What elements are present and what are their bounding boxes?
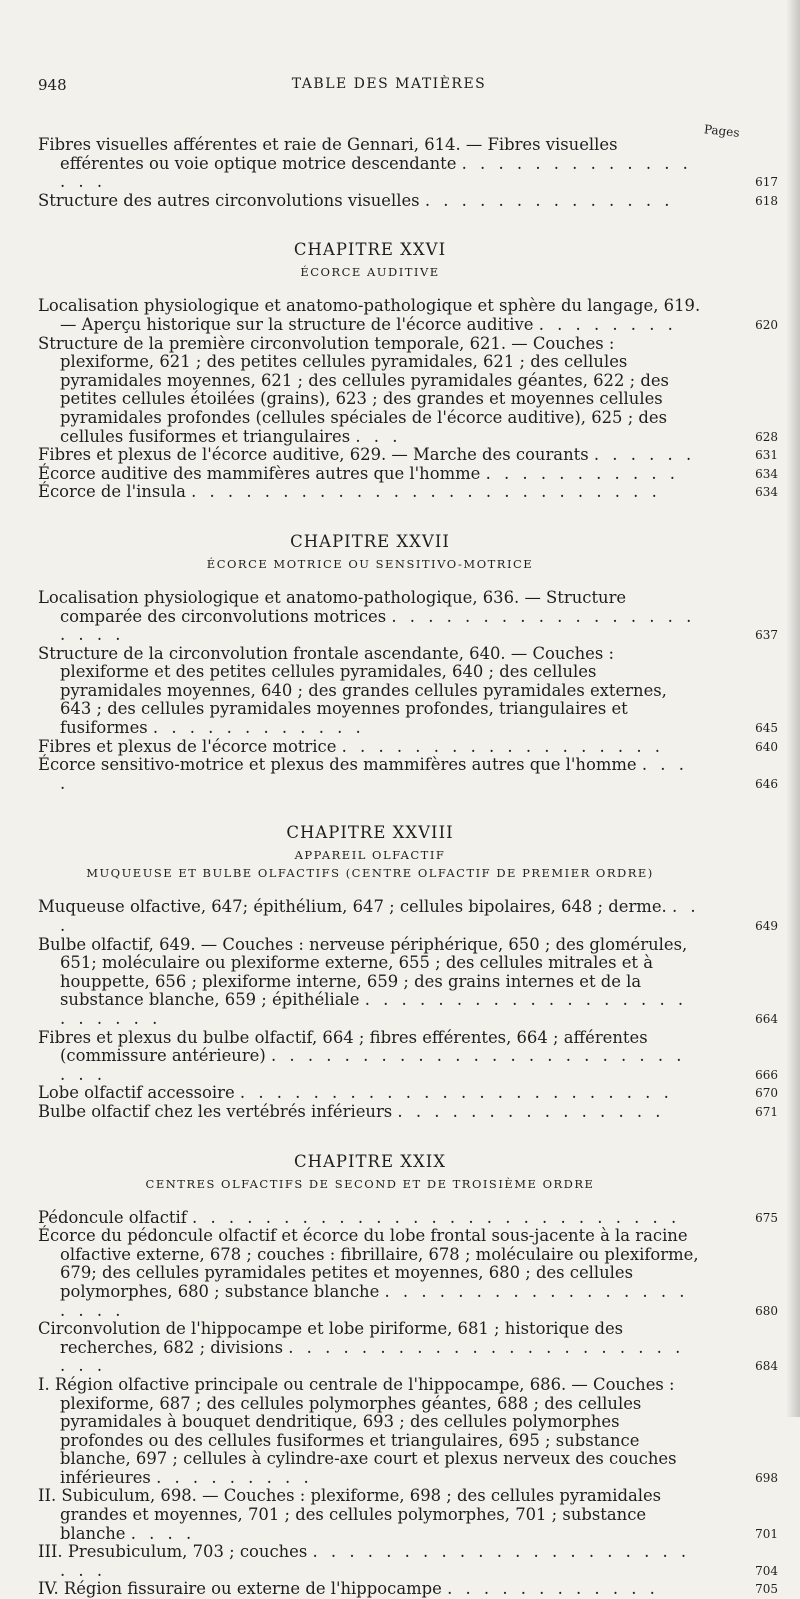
chapter-heading: CHAPITRE XXVIII: [286, 823, 454, 843]
chapter-heading: CHAPITRE XXIX: [293, 1151, 447, 1171]
chapter-section: [38, 531, 778, 794]
toc-entry: [38, 333, 778, 447]
page-reference: 680: [755, 1303, 778, 1318]
toc-entry: [38, 445, 778, 465]
entry-text: Fibres visuelles afférentes et raie de Gennari, 614. — Fibres visuelles efférentes ou voie optique motrice descendante: [38, 135, 618, 173]
dot-leader: . . . . . . . . . . . . . . . . . . . . . . . .: [60, 990, 688, 1028]
dot-leader: . . . . . . . . . . . . . . . . . . . . .: [60, 606, 696, 645]
page-reference: 671: [755, 1104, 778, 1119]
page-reference: 646: [755, 776, 778, 791]
chapter-heading: CHAPITRE XXVI: [293, 240, 447, 260]
entry-text: Bulbe olfactif, 649. — Couches : nerveuse périphérique, 650 ; des glomérules, 651; moléculaire ou plexiforme externe, 655 ; des cellules mitrales et à houppette, 656 ; plexiforme interne, 659 ; des grains internes et de la substance blanche, 659 ; épithéliale: [38, 934, 688, 1010]
dot-leader: . . . . . . . . . . . .: [447, 1579, 659, 1599]
page-reference: 640: [755, 739, 778, 754]
page-reference: 666: [755, 1067, 778, 1082]
entry-text: Circonvolution de l'hippocampe et lobe piriforme, 681 ; historique des recherches, 682 ; divisions: [38, 1319, 624, 1357]
page-reference: 670: [755, 1086, 778, 1101]
pages-column-label: Pages: [703, 122, 741, 140]
page-reference: 701: [755, 1526, 778, 1541]
dot-leader: . . . . . . . . . . . . . . . . . . . . . . . . . .: [191, 482, 661, 502]
page-reference: 705: [755, 1582, 778, 1597]
table-of-contents: [38, 135, 778, 1599]
entry-text: Fibres et plexus de l'écorce auditive, 629. — Marche des courants: [38, 445, 589, 465]
dot-leader: . . . . . . . . . . . . . . . . . . . . . . . .: [60, 1542, 691, 1580]
page-reference: 664: [755, 1012, 778, 1026]
entry-text: II. Subiculum, 698. — Couches : plexiforme, 698 ; des cellules pyramidales grandes et moyennes, 701 ; des cellules polymorphes, 701 ; substance blanche: [38, 1486, 662, 1543]
page-reference: 675: [755, 1210, 778, 1225]
page-reference: 698: [755, 1470, 778, 1485]
dot-leader: . . . . . . . . .: [156, 1467, 313, 1487]
dot-leader: . . . . . . . . . . . . . . . . . . . . . . . . .: [60, 1337, 685, 1376]
page-reference: 704: [755, 1563, 778, 1578]
chapter-subtitle: MUQUEUSE ET BULBE OLFACTIFS (CENTRE OLFACTIF DE PREMIER ORDRE): [86, 866, 654, 881]
dot-leader: . . . .: [60, 755, 688, 793]
dot-leader: . . . .: [130, 1523, 196, 1543]
chapter-section: [38, 1151, 778, 1599]
toc-entry: [38, 190, 778, 211]
toc-entry: [38, 1486, 778, 1543]
dot-leader: . . . . . .: [593, 445, 696, 465]
page-reference: 628: [755, 429, 778, 444]
dot-leader: . . . . . . . . . . . . . . .: [397, 1101, 665, 1121]
page-reference: 617: [755, 175, 778, 190]
entry-text: Structure de la première circonvolution temporale, 621. — Couches : plexiforme, 621 ; des petites cellules pyramidales, 621 ; des cellules pyramidales moyennes, 621 ; des cellules pyramidales géantes, 622 ; des petites cellules étoilées (grains), 623 ; des grandes et moyennes cellules pyramidales profondes (cellules spéciales de l'écorce auditive), 625 ; des cellules fusiformes et triangulaires: [38, 333, 669, 446]
page-reference: 645: [755, 721, 778, 736]
entry-text: Muqueuse olfactive, 647; épithélium, 647 ; cellules bipolaires, 648 ; derme.: [38, 897, 667, 917]
entry-text: Structure des autres circonvolutions visuelles: [38, 190, 420, 210]
dot-leader: . . . . . . . . . . . . . . . .: [60, 153, 692, 192]
chapter-subtitle: APPAREIL OLFACTIF: [294, 848, 446, 863]
entry-text: Lobe olfactif accessoire: [38, 1083, 235, 1103]
toc-entry: [38, 463, 778, 484]
toc-entry: [38, 736, 778, 757]
entry-text: Écorce de l'insula: [38, 482, 186, 502]
entry-text: IV. Région fissuraire ou externe de l'hippocampe: [38, 1579, 442, 1599]
dot-leader: . . .: [60, 897, 700, 936]
toc-entry: [38, 135, 778, 192]
entry-text: Fibres et plexus de l'écorce motrice: [38, 736, 337, 756]
page-reference: 649: [755, 919, 778, 934]
toc-entry: [38, 1083, 778, 1103]
toc-entry: [38, 1374, 778, 1488]
dot-leader: . . . . . . . . . . . . . .: [424, 190, 674, 210]
entry-text: Localisation physiologique et anatomo-pathologique et sphère du langage, 619. — Aperçu historique sur la structure de l'écorce auditive: [38, 296, 701, 334]
chapter-section: [38, 240, 778, 502]
entry-text: I. Région olfactive principale ou centrale de l'hippocampe, 686. — Couches : plexiforme, 687 ; des cellules polymorphes géantes, 688 ; des cellules pyramidales à bouquet dendritique, 693 ; des cellules polymorphes profondes ou des cellules fusiformes et triangulaires, 695 ; substance blanche, 697 ; cellules à cylindre-axe court et plexus nerveux des couches inférieures: [38, 1374, 677, 1487]
dot-leader: . . . . . . . . . . . . . . . . . . . . .: [60, 1281, 689, 1320]
toc-entry: [38, 934, 778, 1029]
dot-leader: . . . . . . . . . . . . . . . . . . . . . . . . . . .: [192, 1207, 681, 1227]
page-reference: 634: [755, 466, 778, 481]
toc-entry: [38, 1579, 778, 1599]
entry-text: Écorce sensitivo-motrice et plexus des mammifères autres que l'homme: [38, 755, 637, 775]
toc-entry: [38, 1226, 778, 1320]
toc-entry: [38, 482, 778, 502]
page-reference: 618: [755, 193, 778, 208]
toc-entry: [38, 1207, 778, 1228]
dot-leader: . . . . . . . . . . . . . . . . . . . . . . . .: [239, 1083, 673, 1103]
page-header: [38, 76, 740, 98]
continued-section: [38, 135, 778, 210]
dot-leader: . . . . . . . . . . . . . . . . . . . . . . . . . .: [60, 1046, 686, 1084]
page-reference: 637: [755, 628, 778, 643]
entry-text: Fibres et plexus du bulbe olfactif, 664 ; fibres efférentes, 664 ; afférentes (commissure antérieure): [38, 1027, 648, 1066]
toc-entry: [38, 296, 778, 334]
toc-entry: [38, 1027, 778, 1085]
toc-entry: [38, 897, 778, 936]
chapter-subtitle: ÉCORCE MOTRICE OU SENSITIVO-MOTRICE: [206, 556, 534, 571]
chapter-heading: CHAPITRE XXVII: [290, 531, 450, 551]
entry-text: Structure de la circonvolution frontale ascendante, 640. — Couches : plexiforme et des petites cellules pyramidales, 640 ; des cellules pyramidales moyennes, 640 ; des grandes cellules pyramidales externes, 643 ; des cellules pyramidales moyennes profondes, triangulaires et fusiformes: [38, 643, 667, 738]
entry-text: Bulbe olfactif chez les vertébrés inférieurs: [38, 1101, 393, 1121]
chapter-subtitle: CENTRES OLFACTIFS DE SECOND ET DE TROISIÈME ORDRE: [145, 1176, 595, 1191]
dot-leader: . . . . . . . . . . . .: [152, 718, 365, 738]
dot-leader: . . . . . . . . . . .: [485, 463, 680, 483]
dot-leader: . . .: [355, 426, 402, 446]
toc-entry: [38, 1319, 778, 1376]
dot-leader: . . . . . . . . . . . . . . . . . .: [341, 736, 664, 756]
toc-entry: [38, 587, 778, 645]
page-number: 948: [38, 76, 67, 94]
page-reference: 620: [755, 317, 778, 332]
chapter-subtitle: ÉCORCE AUDITIVE: [300, 265, 440, 280]
chapter-section: [38, 823, 778, 1121]
toc-entry: [38, 1101, 778, 1122]
page-reference: 631: [755, 448, 778, 463]
page-reference: 684: [755, 1359, 778, 1374]
toc-entry: [38, 643, 778, 738]
binding-shadow: [786, 0, 800, 1417]
toc-entry: [38, 1542, 778, 1580]
running-title: TABLE DES MATIÈRES: [291, 76, 487, 92]
entry-text: Localisation physiologique et anatomo-pathologique, 636. — Structure comparée des circonvolutions motrices: [38, 587, 627, 626]
page-reference: 634: [755, 485, 778, 500]
entry-text: Pédoncule olfactif: [38, 1207, 187, 1227]
entry-text: Écorce du pédoncule olfactif et écorce du lobe frontal sous-jacente à la racine olfactive externe, 678 ; couches : fibrillaire, 678 ; moléculaire ou plexiforme, 679; des cellules pyramidales petites et moyennes, 680 ; des cellules polymorphes, 680 ; substance blanche: [38, 1226, 699, 1301]
toc-entry: [38, 755, 778, 793]
entry-text: Écorce auditive des mammifères autres que l'homme: [38, 463, 481, 483]
dot-leader: . . . . . . . .: [538, 314, 677, 334]
entry-text: III. Presubiculum, 703 ; couches: [38, 1542, 308, 1562]
